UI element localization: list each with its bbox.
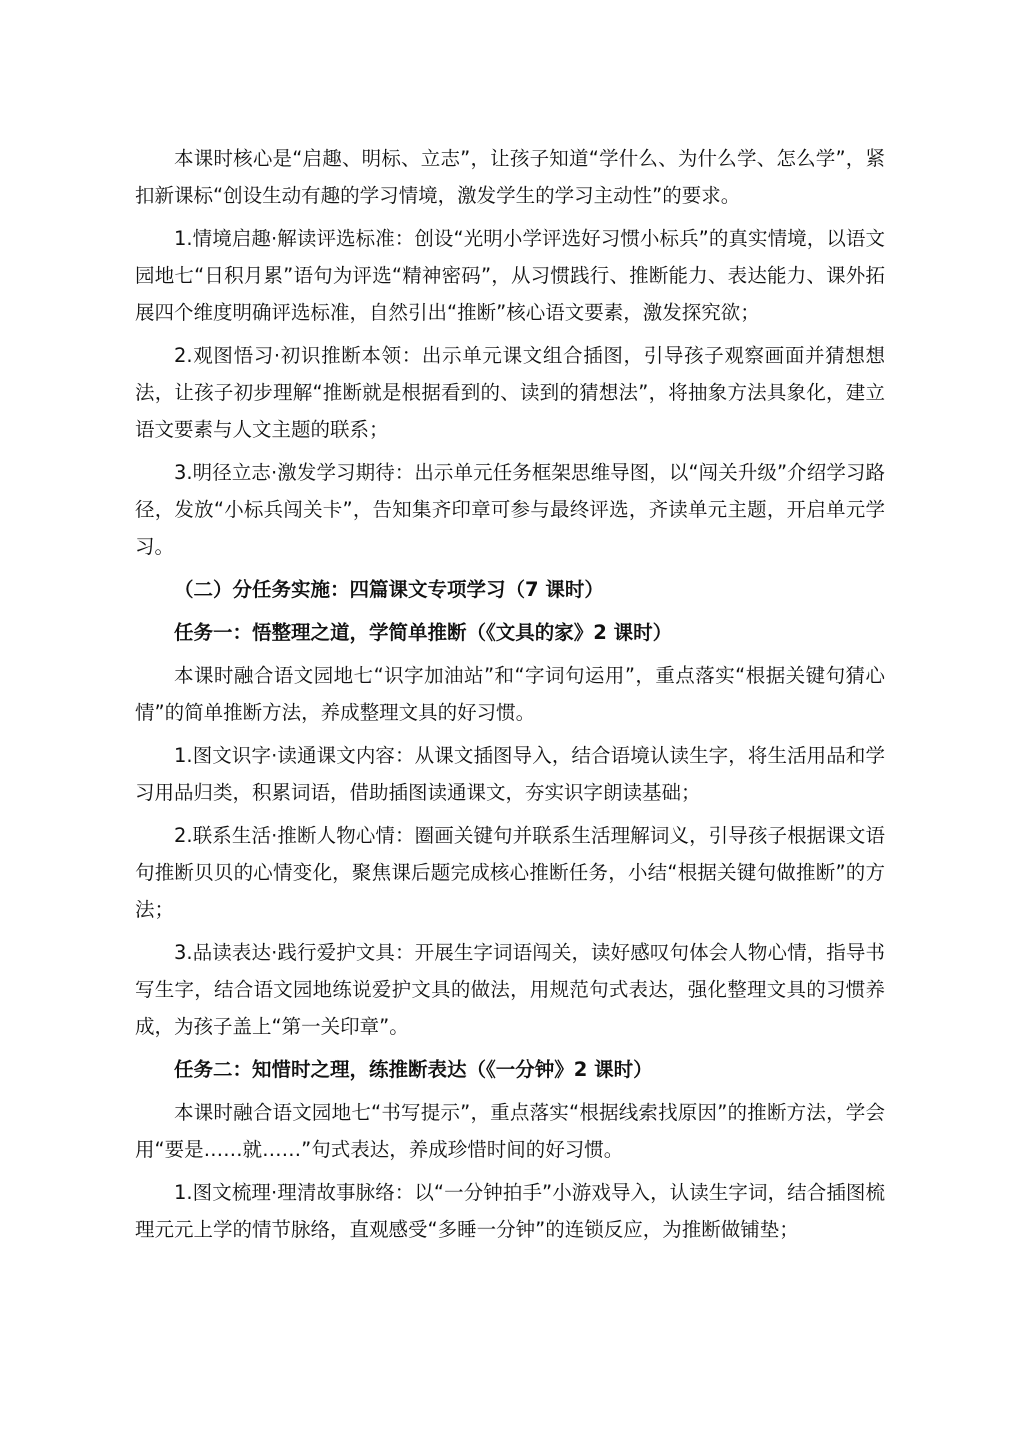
section-heading: （二）分任务实施：四篇课文专项学习（7 课时）: [174, 578, 604, 601]
paragraph-intro: 本课时核心是“启趣、明标、立志”，让孩子知道“学什么、为什么学、怎么学”，紧扣新课标“创设生动有趣的学习情境，激发学生的学习主动性”的要求。: [135, 147, 885, 207]
task-2-heading: 任务二：知惜时之理，练推断表达（《一分钟》2 课时）: [174, 1058, 653, 1081]
task-1-intro: 本课时融合语文园地七“识字加油站”和“字词句运用”，重点落实“根据关键句猜心情”的简单推断方法，养成整理文具的好习惯。: [135, 664, 885, 724]
task-2-step-1: 1.图文梳理·理清故事脉络：以“一分钟拍手”小游戏导入，认读生字词，结合插图梳理元元上学的情节脉络，直观感受“多睡一分钟”的连锁反应，为推断做铺垫；: [135, 1181, 885, 1241]
task-1-step-1: 1.图文识字·读通课文内容：从课文插图导入，结合语境认读生字，将生活用品和学习用品归类，积累词语，借助插图读通课文，夯实识字朗读基础；: [135, 744, 885, 804]
paragraph-step-3: 3.明径立志·激发学习期待：出示单元任务框架思维导图，以“闯关升级”介绍学习路径，发放“小标兵闯关卡”，告知集齐印章可参与最终评选，齐读单元主题，开启单元学习。: [135, 461, 885, 558]
task-1-step-3: 3.品读表达·践行爱护文具：开展生字词语闯关，读好感叹句体会人物心情，指导书写生字，结合语文园地练说爱护文具的做法，用规范句式表达，强化整理文具的习惯养成，为孩子盖上“第一关印章”。: [135, 941, 885, 1038]
document-body: [135, 140, 885, 1254]
task-1-step-2: 2.联系生活·推断人物心情：圈画关键句并联系生活理解词义，引导孩子根据课文语句推断贝贝的心情变化，聚焦课后题完成核心推断任务，小结“根据关键句做推断”的方法；: [135, 824, 885, 921]
paragraph-step-2: 2.观图悟习·初识推断本领：出示单元课文组合插图，引导孩子观察画面并猜想想法，让孩子初步理解“推断就是根据看到的、读到的猜想法”，将抽象方法具象化，建立语文要素与人文主题的联系；: [135, 344, 885, 441]
task-1-heading: 任务一：悟整理之道，学简单推断（《文具的家》2 课时）: [174, 621, 673, 644]
task-2-intro: 本课时融合语文园地七“书写提示”，重点落实“根据线索找原因”的推断方法，学会用“要是……就……”句式表达，养成珍惜时间的好习惯。: [135, 1101, 885, 1161]
paragraph-step-1: 1.情境启趣·解读评选标准：创设“光明小学评选好习惯小标兵”的真实情境，以语文园地七“日积月累”语句为评选“精神密码”，从习惯践行、推断能力、表达能力、课外拓展四个维度明确评选标准，自然引出“推断”核心语文要素，激发探究欲；: [135, 227, 885, 324]
